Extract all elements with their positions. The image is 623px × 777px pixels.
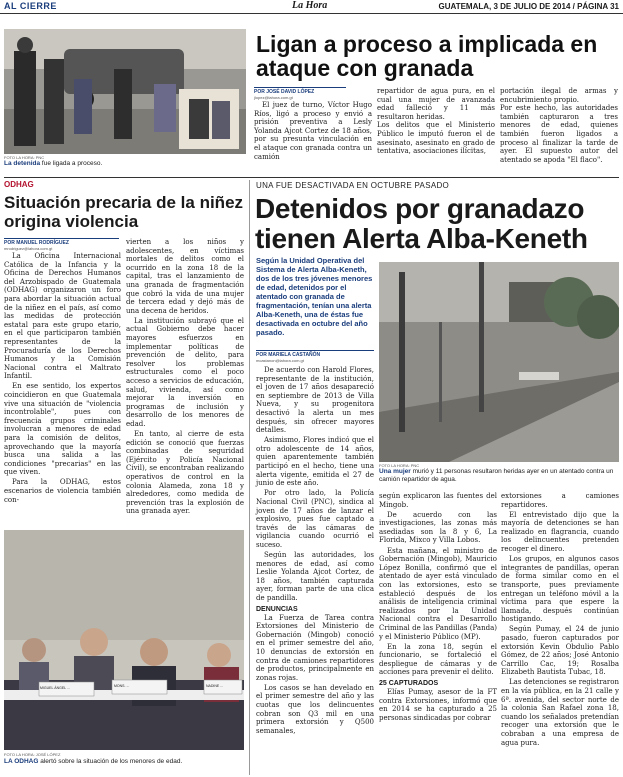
story1-col3-text: portación ilegal de armas y encubrimiento propio. Por este hecho, las autoridades también capturaron a tres menores de edad, quienes también fueron ligados a proceso al finalizar la tarde de ayer. El supuesto autor del atentado se apoda "El flaco". — [500, 87, 618, 164]
story3-dek: Según la Unidad Operativa del Sistema de Alerta Alba-Keneth, dos de los tres jóvenes menores de edad, detenidos por el atentado con granada de fragmentación, tenían una alerta Alba-Keneth, una de éstas fue desactivada en octubre del año pasado. — [256, 256, 373, 337]
story3-col3-p4: Según Pumay, el 24 de junio pasado, fueron capturados por extorsión Kevin Obdulio Pablo Gómez, de 22 años; José Antonio Carrillo Cac, 19; Rosalba Elizabeth Bautista Tubac, 18. — [501, 625, 619, 677]
story3-col2-p2: De acuerdo con las investigaciones, las zonas más asediadas son la 8 y 6, La Florida, Mixco y Villa Lobos. — [379, 510, 497, 545]
story3-col2b-p1: Elías Pumay, asesor de la FT contra Extorsiones, informó que en 2014 se ha capturado a 25 personas sindicadas por cobrar — [379, 687, 497, 722]
story3-col3-p3: Los grupos, en algunos casos integrantes de pandillas, operan de forma similar como en el transporte, pues previamente entregan un teléfono móvil a la víctima para que espere la llamada, después continúan hostigando. — [501, 555, 619, 624]
story3-col2-p4: En la zona 18, según el funcionario, se fortaleció el despliegue de cámaras y de acciones para prevenir el delito. — [379, 642, 497, 677]
story2-caption-lead: LA ODHAG — [4, 758, 39, 765]
story3-photo-credit: FOTO LA HORA: PNC — [379, 463, 420, 468]
story2-col1-p1: La Oficina Internacional Católica de la Infancia y la Oficina de Derechos Humanos del Arzobispado de Guatemala (ODHAG) organizaron un foro para abordar la situación actual de la niñez en el país, así como las medidas de protección estatal para este grupo etario, en el que participaron también representantes de la Procuraduría de los Derechos Humanos y la Comisión Nacional contra el Maltrato Infantil. — [4, 252, 121, 381]
story3-col1-p1: De acuerdo con Harold Flores, representante de la institución, el joven de 17 años desapareció en septiembre de 2013 de Villa Nueva, y su progenitora desactivó la alerta un mes después, sin ofrecer mayores detalles. — [256, 366, 374, 435]
story2-kicker: ODHAG — [4, 180, 34, 189]
story1-photo — [4, 29, 246, 154]
story2-byline — [4, 238, 119, 251]
story3-caption — [379, 468, 619, 484]
story3-col3-p1: extorsiones a camiones repartidores. — [501, 492, 619, 509]
story3-col2-p3: Esta mañana, el ministro de Gobernación (Mingob), Mauricio López Bonilla, confirmó que el atentado de ayer está vinculado con las extorsiones, esto se estableció después de los análisis de inteligencia criminal realizados por la Unidad Nacional contra el Desarrollo Criminal de las Pandillas (Panda) y el Ministerio Público (MP). — [379, 546, 497, 641]
street-cctv-illustration — [379, 262, 619, 462]
story1-col1 — [254, 101, 372, 163]
story1-col1-text: El juez de turno, Víctor Hugo Ríos, ligó a proceso y envió a prisión preventiva a Lesly Yolanda Ajcot Cortez de 18 años, por su presunta vinculación en el ataque con granada contra un camión — [254, 101, 372, 161]
story2-col1-p2: En ese sentido, los expertos coincidieron en que Guatemala vive una situación de "violencia incontrolable", pues con frecuencia grupos criminales involucran a menores de edad para la comisión de delitos, aprovechando que la mayoría busca una salida a las condiciones "precarias" en las que viven. — [4, 382, 121, 477]
story1-caption-lead: La detenida — [4, 160, 41, 167]
police-arrest-illustration — [4, 29, 246, 154]
story2-caption — [4, 758, 248, 766]
story3-col1b-p1: La Fuerza de Tarea contra Extorsiones del Ministerio de Gobernación (Mingob) conoció en el primer semestre del año, 10 denuncias de extorsión en contra de camiones repartidores de productos, principalmente en zonas rojas. — [256, 613, 374, 682]
story3-col3-p2: El entrevistado dijo que la mayoría de detenciones se han realizado en flagrancia, cuando los delincuentes pretenden recoger el dinero. — [501, 510, 619, 554]
story2-byline-name: POR MANUEL RODRÍGUEZ — [4, 240, 69, 246]
story3-subhead-capturados: 25 CAPTURADOS — [379, 679, 439, 687]
story3-col1-p3: Por otro lado, la Policía Nacional Civil (PNC), sindica al joven de 17 años de lanzar el explosivo, pues fue captado a través de las cámaras de vigilancia cuando ocurrió el suceso. — [256, 489, 374, 549]
story2-email: mrodriguez@lahora.com.gt — [4, 246, 53, 251]
story3-caption-lead: Una mujer — [379, 468, 411, 475]
nameplate-2: MONS. ... — [114, 684, 130, 688]
story2-col2 — [126, 238, 244, 518]
story1-caption — [4, 160, 246, 168]
story3-photo — [379, 262, 619, 462]
divider-column — [249, 180, 250, 775]
nameplate-1: MIGUEL ÁNGEL ... — [40, 686, 70, 690]
story3-byline — [256, 350, 374, 363]
story3-kicker: UNA FUE DESACTIVADA EN OCTUBRE PASADO — [256, 181, 450, 190]
story2-col2-p1: vierten a los niños y adolescentes, en víctimas mortales de delitos como el ocurrido en la zona 18 de la capital, tras el lanzamiento de una granada de fragmentación que cobró la vida de una mujer de tercera edad y dejó más de una decena de heridos. — [126, 238, 244, 315]
story2-photo — [4, 530, 244, 750]
story1-col3 — [500, 87, 618, 166]
story1-byline-name: POR JOSÉ DAVID LÓPEZ — [254, 89, 315, 95]
story3-col3 — [501, 492, 619, 749]
story2-col2-p3: En tanto, al cierre de esta edición se conoció que fuerzas combinadas de seguridad (Ejército y Policía Nacional Civil), se encontraban realizando operativos de control en la colonia Alameda, zona 18 y alrededores, como medida de prevención tras la explosión de una granada ayer. — [126, 430, 244, 516]
story3-col2 — [379, 492, 497, 724]
page-header — [0, 0, 623, 14]
story3-col1b-p2: Los casos se han develado en el primer semestre del año y las cuotas que los delincuentes cobran son Q3 mil en una primera extorsión y Q500 semanales, — [256, 683, 374, 735]
story3-subhead-denuncias: DENUNCIAS — [256, 605, 298, 613]
story3-email: mcastanon@lahora.com.gt — [256, 358, 304, 363]
story2-headline: Situación precaria de la niñez origina violencia — [4, 193, 244, 231]
nameplate-3: NADINE ... — [206, 684, 224, 688]
section-label: AL CIERRE — [4, 1, 57, 11]
story2-photo-credit: FOTO LA HORA: JOSÉ LÓPEZ — [4, 752, 61, 757]
story1-headline: Ligan a proceso a implicada en ataque con granada — [256, 31, 598, 81]
story3-col1-p4: Según las autoridades, los menores de edad, así como Leslie Yolanda Ajcot Cortez, de 18 años, también capturada ayer, forman parte de una clica de pandilla. — [256, 550, 374, 602]
story2-col1-p3: Para la ODHAG, estos escenarios de violencia también con- — [4, 478, 121, 504]
newspaper-logo: La Hora — [292, 0, 328, 11]
story2-col2-p2: La institución subrayó que el actual Gobierno debe hacer mayores esfuerzos en implementar políticas de prevención de delito, para resolver los problemas estructurales como el poco acceso a servicios de educación, salud, vivienda, así como mejorar la inversión en programas de inclusión y desarrollo de los menores de edad. — [126, 316, 244, 428]
story3-headline: Detenidos por granadazo tienen Alerta Alba-Keneth — [255, 193, 588, 254]
divider-top — [4, 177, 619, 178]
story1-photo-credit: FOTO LA HORA: PNC — [4, 155, 45, 160]
story3-byline-name: POR MARIELA CASTAÑÓN — [256, 352, 321, 358]
story3-caption-text: murió y 11 personas resultaron heridas ayer en un atentado contra un camión repartidor de agua. — [379, 468, 614, 483]
story1-col2 — [377, 87, 495, 157]
story3-col1-p2: Asimismo, Flores indicó que el otro adolescente de 14 años, quien aparentemente también participó en el hecho, tiene una alerta vigente, emitida el 27 de junio de este año. — [256, 436, 374, 488]
story2-caption-text: alertó sobre la situación de los menores de edad. — [38, 758, 183, 765]
story1-byline — [254, 87, 346, 100]
press-conference-illustration — [4, 530, 244, 750]
story3-col1 — [256, 366, 374, 737]
dateline: GUATEMALA, 3 DE JULIO DE 2014 / PÁGINA 31 — [438, 2, 619, 11]
story1-col2-text: repartidor de agua pura, en el cual una mujer de avanzada edad falleció y 11 más resultaron heridas. Los delitos que el Ministerio Público le imputó fueron el de asesinato, asesinato en grado de tentativa, asociaciones ilícitas, — [377, 87, 495, 156]
story1-caption-text: fue ligada a proceso. — [40, 160, 103, 167]
story2-col1 — [4, 252, 121, 506]
story3-col2-p1: según explicaron las fuentes del Mingob. — [379, 492, 497, 509]
story1-email: jlopez@lahora.com.gt — [254, 95, 293, 100]
story3-col3-p5: Las detenciones se registraron en la vía pública, en la 21 calle y 6ª. avenida, del sector norte de la colonia San Rafael zona 18, cuando los señalados pretendían recoger una extorsión que le cobraban a una empresa de agua pura. — [501, 678, 619, 747]
